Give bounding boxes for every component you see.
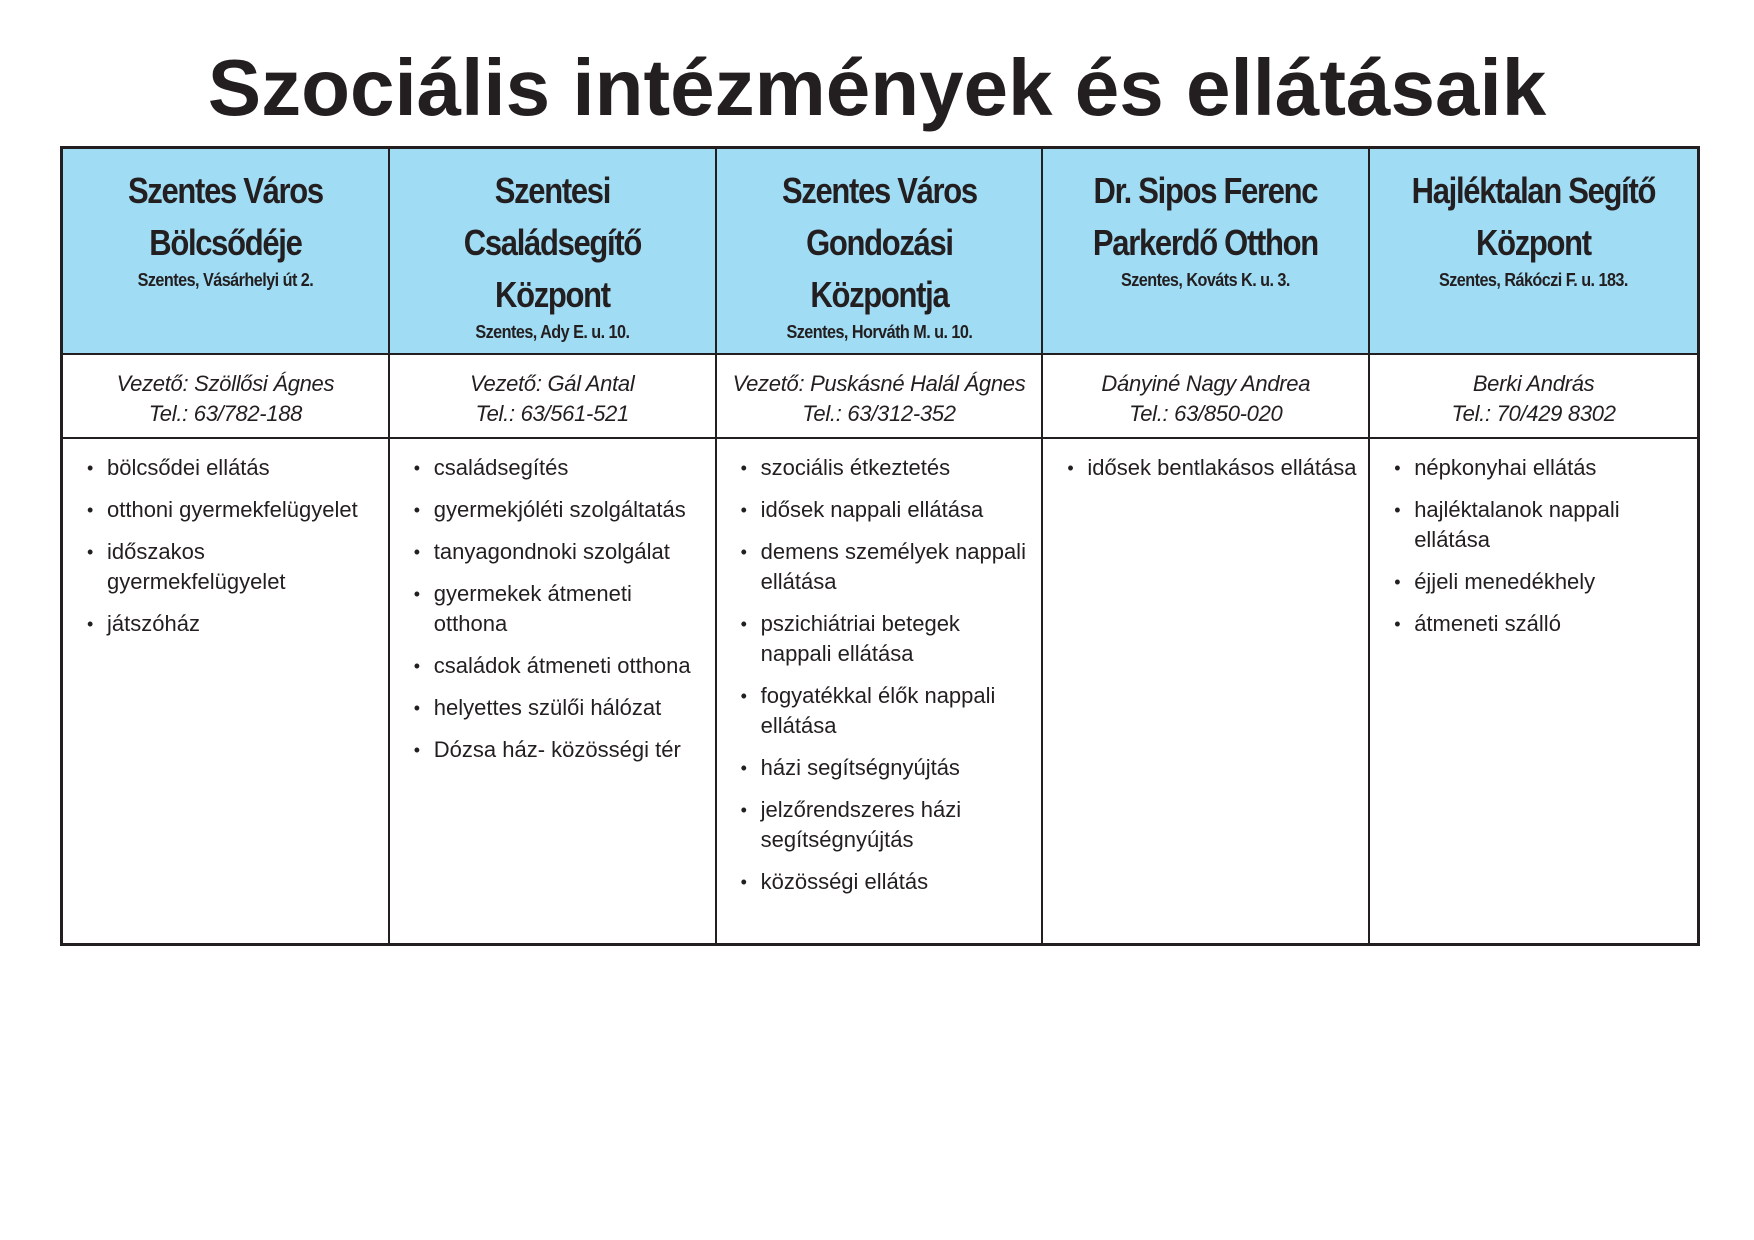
bullet-icon: • (1394, 572, 1401, 592)
service-label: éjjeli menedékhely (1414, 569, 1596, 594)
bullet-icon: • (740, 542, 747, 562)
service-item (87, 537, 380, 597)
phone-number: Tel.: 63/850-020 (1129, 401, 1283, 426)
service-label: otthoni gyermekfelügyelet (107, 497, 358, 522)
service-item (414, 579, 707, 639)
service-item (414, 537, 707, 567)
institution-address: Szentes, Kováts K. u. 3. (1121, 270, 1291, 290)
service-label: tanyagondnoki szolgálat (433, 539, 670, 564)
institution-header (1370, 149, 1697, 355)
service-item (741, 795, 1034, 855)
service-label: játszóház (107, 611, 200, 636)
service-item (741, 495, 1034, 525)
institution-name: Szentes Város Bölcsődéje (127, 170, 323, 263)
contact-cell (717, 355, 1044, 439)
bullet-icon: • (740, 758, 747, 778)
service-label: helyettes szülői hálózat (433, 695, 662, 720)
bullet-icon: • (740, 500, 747, 520)
bullet-icon: • (87, 458, 94, 478)
leader-name: Dányiné Nagy Andrea (1101, 371, 1311, 396)
bullet-icon: • (413, 542, 421, 562)
service-item (1394, 453, 1689, 483)
services-cell (1370, 439, 1697, 943)
phone-number: Tel.: 63/561-521 (475, 401, 629, 426)
service-item (741, 453, 1034, 483)
services-cell (1043, 439, 1370, 943)
service-label: fogyatékkal élők nappali ellátása (760, 683, 996, 738)
service-label: idősek bentlakásos ellátása (1087, 455, 1357, 480)
service-item (1394, 567, 1689, 597)
institution-name: Szentes Város Gondozási Központja (781, 170, 977, 315)
services-list (1067, 453, 1360, 483)
institution-address: Szentes, Rákóczi F. u. 183. (1439, 270, 1629, 290)
bullet-icon: • (740, 872, 747, 892)
bullet-icon: • (1394, 614, 1401, 634)
institution-address: Szentes, Horváth M. u. 10. (786, 322, 972, 342)
bullet-icon: • (413, 740, 421, 760)
service-label: gyermekek átmeneti otthona (433, 581, 632, 636)
bullet-icon: • (87, 500, 94, 520)
bullet-icon: • (413, 656, 421, 676)
service-item (414, 495, 707, 525)
bullet-icon: • (740, 614, 747, 634)
bullet-icon: • (1394, 500, 1401, 520)
services-cell (63, 439, 390, 943)
services-cell (717, 439, 1044, 943)
bullet-icon: • (413, 458, 421, 478)
services-cell (390, 439, 717, 943)
services-list (1394, 453, 1689, 639)
contact-cell (63, 355, 390, 439)
contact-cell (1043, 355, 1370, 439)
contact-cell (1370, 355, 1697, 439)
service-item (414, 735, 707, 765)
bullet-icon: • (1067, 458, 1074, 478)
service-item (741, 537, 1034, 597)
institution-header (1043, 149, 1370, 355)
leader-name: Berki András (1472, 371, 1595, 396)
service-label: családsegítés (433, 455, 569, 480)
services-list (414, 453, 707, 765)
contact-cell (390, 355, 717, 439)
service-item (741, 609, 1034, 669)
bullet-icon: • (413, 500, 421, 520)
service-item (87, 609, 380, 639)
bullet-icon: • (413, 584, 421, 604)
leader-name: Vezető: Szöllősi Ágnes (116, 371, 335, 396)
service-label: szociális étkeztetés (760, 455, 951, 480)
services-list (741, 453, 1034, 897)
phone-number: Tel.: 70/429 8302 (1451, 401, 1616, 426)
page-title: Szociális intézmények és ellátásaik (207, 43, 1547, 132)
service-label: bölcsődei ellátás (107, 455, 270, 480)
leader-name: Vezető: Gál Antal (469, 371, 635, 396)
service-label: hajléktalanok nappali ellátása (1414, 497, 1620, 552)
service-item (741, 753, 1034, 783)
service-label: családok átmeneti otthona (433, 653, 691, 678)
service-item (741, 681, 1034, 741)
institution-address: Szentes, Vásárhelyi út 2. (137, 270, 314, 290)
services-list (87, 453, 380, 639)
institution-header (717, 149, 1044, 355)
bullet-icon: • (413, 698, 421, 718)
service-item (1067, 453, 1360, 483)
service-item (87, 495, 380, 525)
service-label: házi segítségnyújtás (760, 755, 960, 780)
institution-header (63, 149, 390, 355)
phone-number: Tel.: 63/312-352 (802, 401, 956, 426)
bullet-icon: • (87, 542, 94, 562)
service-label: átmeneti szálló (1414, 611, 1561, 636)
service-label: jelzőrendszeres házi segítségnyújtás (760, 797, 962, 852)
phone-number: Tel.: 63/782-188 (148, 401, 303, 426)
institution-name: Szentesi Családsegítő Központ (463, 170, 641, 315)
service-label: közösségi ellátás (760, 869, 929, 894)
service-label: gyermekjóléti szolgáltatás (433, 497, 686, 522)
service-label: idősek nappali ellátása (760, 497, 984, 522)
service-item (1394, 495, 1689, 555)
service-item (741, 867, 1034, 897)
service-item (414, 693, 707, 723)
institution-name: Hajléktalan Segítő Központ (1411, 170, 1656, 263)
bullet-icon: • (740, 458, 747, 478)
institution-address: Szentes, Ady E. u. 10. (475, 322, 630, 342)
service-item (87, 453, 380, 483)
institution-name: Dr. Sipos Ferenc Parkerdő Otthon (1093, 170, 1319, 263)
service-label: időszakos gyermekfelügyelet (107, 539, 286, 594)
service-label: demens személyek nappali ellátása (760, 539, 1026, 594)
service-label: pszichiátriai betegek nappali ellátása (760, 611, 960, 666)
bullet-icon: • (1394, 458, 1401, 478)
bullet-icon: • (740, 800, 747, 820)
service-item (414, 651, 707, 681)
institutions-table (60, 146, 1700, 946)
bullet-icon: • (740, 686, 747, 706)
service-item (414, 453, 707, 483)
service-label: népkonyhai ellátás (1414, 455, 1597, 480)
service-item (1394, 609, 1689, 639)
institution-header (390, 149, 717, 355)
service-label: Dózsa ház- közösségi tér (433, 737, 681, 762)
leader-name: Vezető: Puskásné Halál Ágnes (732, 371, 1026, 396)
bullet-icon: • (87, 614, 94, 634)
